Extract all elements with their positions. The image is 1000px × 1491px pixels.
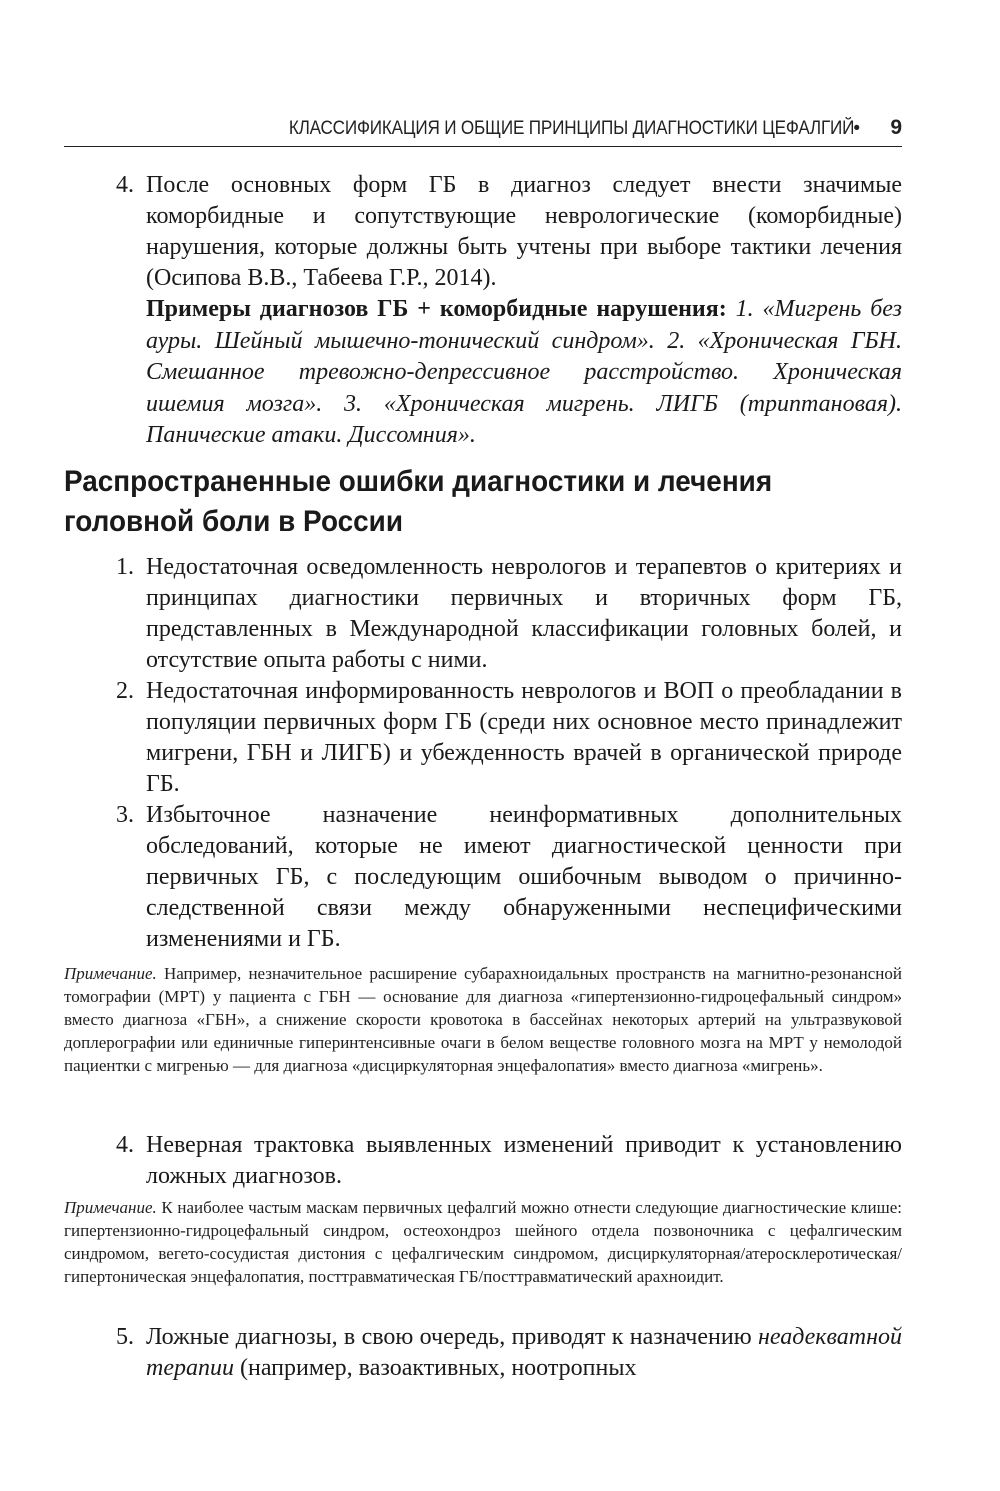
note-label: Примечание. — [64, 964, 157, 983]
examples-lead: Примеры диагнозов ГБ + коморбидные нарушения: — [146, 296, 727, 322]
section-heading: Распространенные ошибки диагностики и лечения головной боли в России — [64, 465, 773, 538]
note-2 — [64, 1196, 902, 1288]
diagnosis-examples — [146, 294, 902, 452]
error-item-5 — [100, 1322, 902, 1384]
list-item-number: 3. — [116, 802, 134, 828]
header-bullet: • — [853, 118, 860, 139]
list-item-text-start: Ложные диагнозы, в свою очередь, приводят к назначению — [146, 1324, 758, 1350]
list-item-number: 4. — [116, 172, 134, 198]
note-text: К наиболее частым маскам первичных цефалгий можно отнести следующие диагностические клише: гипертензионно-гидроцефальный синдром, остеохондроз шейного отдела позвоночника с цефалгическим синдромом, вегето-сосудистая дистония с цефалгическим синдромом, дисциркуляторная/атеросклеротическая/гипертоническая энцефалопатия, посттравматическая ГБ/посттравматический арахноидит. — [64, 1198, 902, 1286]
note-label: Примечание. — [64, 1198, 157, 1217]
list-item-text-italic: неадекватной терапии — [146, 1324, 902, 1381]
list-item-text: Недостаточная осведомленность неврологов и терапевтов о критериях и принципах диагностики первичных и вторичных форм ГБ, представленных в Международной классификации головных болей, и отсутствие опыта работы с ними. — [146, 554, 902, 673]
list-item-number: 1. — [116, 554, 134, 580]
list-item-text: Избыточное назначение неинформативных дополнительных обследований, которые не имеют диагностической ценности при первичных ГБ, с последующим ошибочным выводом о причинно-следственной связи между обнаруженными неспецифическими изменениями и ГБ. — [146, 802, 902, 952]
list-item-number: 2. — [116, 678, 134, 704]
page-number: 9 — [890, 116, 902, 139]
running-header — [64, 112, 902, 147]
list-item-text: Недостаточная информированность неврологов и ВОП о преобладании в популяции первичных форм ГБ (среди них основное место принадлежит мигрени, ГБН и ЛИГБ) и убежденность врачей в органической природе ГБ. — [146, 678, 902, 797]
list-item-text-end: (например, вазоактивных, ноотропных — [233, 1355, 637, 1381]
examples-text: 1. «Мигрень без ауры. Шейный мышечно-тонический синдром». 2. «Хроническая ГБН. Смешанное тревожно-депрессивное расстройство. Хроническая ишемия мозга». 3. «Хроническая мигрень. ЛИГБ (триптановая). Панические атаки. Диссомния». — [146, 296, 903, 448]
error-item-1 — [100, 552, 902, 676]
error-item-4 — [100, 1130, 902, 1192]
list-item-text: После основных форм ГБ в диагноз следует внести значимые коморбидные и сопутствующие неврологические (коморбидные) нарушения, которые должны быть учтены при выборе тактики лечения (Осипова В.В., Табеева Г.Р., 2014). — [146, 172, 902, 291]
list-item-number: 5. — [116, 1324, 134, 1350]
note-1 — [64, 962, 902, 1077]
list-item-4-top — [100, 170, 902, 294]
error-item-2 — [100, 676, 902, 800]
list-item-text: Неверная трактовка выявленных изменений приводит к установлению ложных диагнозов. — [146, 1132, 902, 1189]
list-item-number: 4. — [116, 1132, 134, 1158]
running-header-title: КЛАССИФИКАЦИЯ И ОБЩИЕ ПРИНЦИПЫ ДИАГНОСТИКИ ЦЕФАЛГИЙ — [288, 118, 854, 139]
list-item-text — [146, 1322, 902, 1384]
error-item-3 — [100, 800, 902, 955]
note-text: Например, незначительное расширение субарахноидальных пространств на магнитно-резонансной томографии (МРТ) у пациента с ГБН — основание для диагноза «гипертензионно-гидроцефальный синдром» вместо диагноза «ГБН», а снижение скорости кровотока в бассейнах некоторых артерий на ультразвуковой доплерографии или единичные гиперинтенсивные очаги в белом веществе головного мозга на МРТ у немолодой пациентки с мигренью — для диагноза «дисциркуляторная энцефалопатия» вместо диагноза «мигрень». — [64, 964, 903, 1075]
